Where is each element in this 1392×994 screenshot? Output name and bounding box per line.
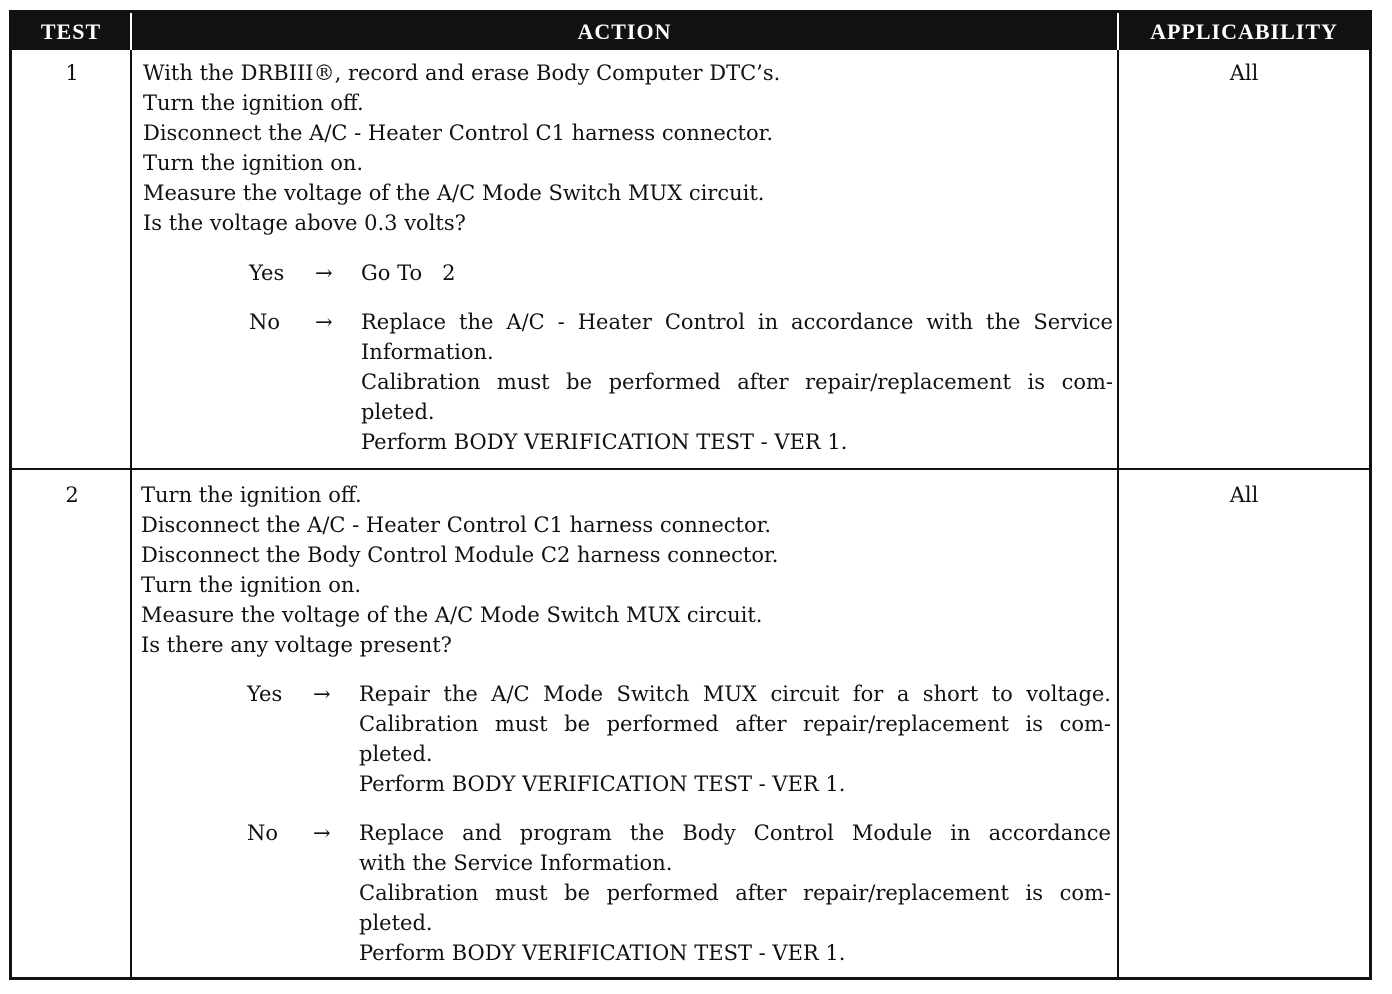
column-divider [1117,50,1119,980]
outcome-line: Information. [361,340,494,364]
row-divider [12,468,1369,470]
test-number: 2 [65,483,79,507]
action-step: Is the voltage above 0.3 volts? [143,211,466,235]
header-action: ACTION [577,19,672,44]
action-step: Turn the ignition on. [141,573,362,597]
applicability-value: All [1229,483,1259,507]
outcome-line: Go To 2 [361,261,456,285]
outcome-text [359,818,1111,968]
action-step: Disconnect the A/C - Heater Control C1 harness connector. [143,121,773,145]
outcome-line: Perform BODY VERIFICATION TEST - VER 1. [359,941,846,965]
arrow-right-icon: → [313,682,331,706]
arrow-right-icon: → [315,310,333,334]
action-step: Disconnect the Body Control Module C2 harness connector. [141,543,779,567]
outcome-line: Repair the A/C Mode Switch MUX circuit for a short to voltage. [359,682,1111,706]
action-step: Turn the ignition off. [141,483,362,507]
outcome-label: No [249,310,281,334]
action-step: Disconnect the A/C - Heater Control C1 harness connector. [141,513,771,537]
outcome-line: Replace and program the Body Control Module in accordance [359,821,1111,845]
action-step: Measure the voltage of the A/C Mode Switch MUX circuit. [143,181,765,205]
outcome-line: Calibration must be performed after repair/replacement is com- [359,881,1111,905]
action-step: Is there any voltage present? [141,633,452,657]
outcome-text [361,258,1113,288]
outcome-text [361,307,1113,457]
outcome-line: Perform BODY VERIFICATION TEST - VER 1. [361,430,848,454]
action-step: Turn the ignition on. [143,151,364,175]
outcome-line: Perform BODY VERIFICATION TEST - VER 1. [359,772,846,796]
outcome-line: Calibration must be performed after repair/replacement is com- [361,370,1113,394]
table-header [12,13,1369,50]
outcome-text [359,679,1111,799]
outcome-line: with the Service Information. [359,851,673,875]
header-test: TEST [40,19,102,44]
action-steps [143,58,780,238]
arrow-right-icon: → [313,821,331,845]
arrow-right-icon: → [315,261,333,285]
outcome-line: Calibration must be performed after repair/replacement is com- [359,712,1111,736]
outcome-line: pleted. [361,400,435,424]
column-divider [130,50,132,980]
outcome-line: pleted. [359,911,433,935]
outcome-label: Yes [249,261,285,285]
outcome-label: Yes [247,682,283,706]
header-applicability: APPLICABILITY [1150,19,1338,44]
diagnostic-table [9,10,1372,980]
applicability-value: All [1229,61,1259,85]
test-number: 1 [65,61,79,85]
action-step: With the DRBIII®, record and erase Body Computer DTC’s. [143,61,781,85]
outcome-line: Replace the A/C - Heater Control in accordance with the Service [361,310,1113,334]
action-steps [141,480,778,660]
outcome-label: No [247,821,279,845]
action-step: Turn the ignition off. [143,91,364,115]
action-step: Measure the voltage of the A/C Mode Switch MUX circuit. [141,603,763,627]
outcome-line: pleted. [359,742,433,766]
